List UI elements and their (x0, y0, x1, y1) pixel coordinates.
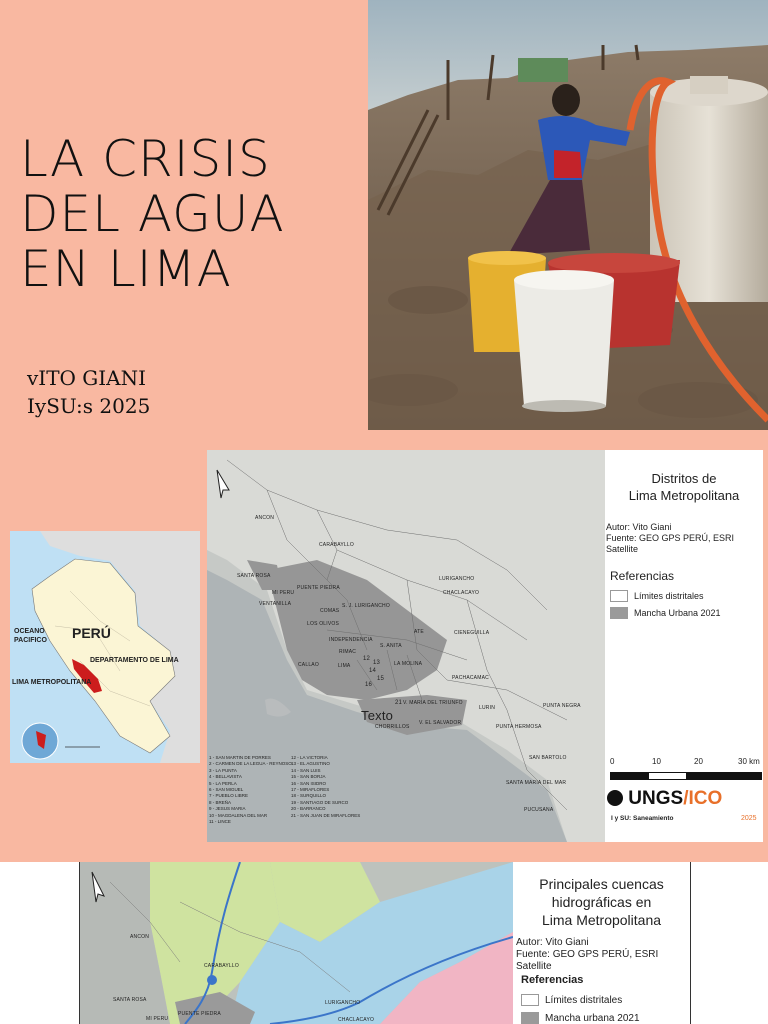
district-label: PUNTA NEGRA (543, 703, 581, 709)
district-label: CIENEGUILLA (454, 630, 490, 636)
district-label: VENTANILLA (259, 601, 292, 607)
district-label: CHACLACAYO (338, 1017, 375, 1023)
district-label: LIMA (338, 663, 351, 669)
cover-photo (368, 0, 768, 430)
district-label: V. MARIA DEL TRIUNFO (403, 700, 463, 706)
logo-mark-icon (607, 790, 623, 806)
district-number: 14 (369, 668, 377, 674)
district-label: LURIN (479, 705, 496, 711)
logo-subtitle: I y SU: Saneamiento (611, 815, 674, 822)
district-label: ANCON (255, 515, 275, 521)
district-list-col1: 1 - SAN MARTIN DE PORRES 2 - CARMEN DE LA LEGUA - REYNOSO 3 - LA PUNTA 4 - BELLAVISTA 5 - LA PERLA 6 - SAN MIGUEL 7 - PUEBLO LIBRE 8 - BREÑA 9 - JESUS MARIA 10 - MAGDALENA DEL MAR 11 - LINCE (209, 755, 292, 825)
district-number: 13 (373, 660, 381, 666)
legend-swatch-boundary (610, 590, 628, 602)
map-author: Autor: Vito Giani (606, 522, 672, 532)
legend-swatch-boundary (521, 994, 539, 1006)
district-label: PACHACAMAC (452, 675, 489, 681)
district-label: MI PERU (146, 1016, 169, 1022)
map2-title-line2: hidrográficas en (551, 894, 652, 910)
district-label: SAN BARTOLO (529, 755, 567, 761)
water-tank-photo (368, 0, 768, 430)
district-label: V. EL SALVADOR (419, 720, 462, 726)
scale-bar-graphic (610, 772, 762, 780)
map2-references-heading: Referencias (521, 974, 584, 986)
legend-item: Límites distritales (521, 993, 690, 1007)
peru-map-graphic (10, 531, 200, 763)
district-label: CALLAO (298, 662, 319, 668)
district-label: LA MOLINA (394, 661, 423, 667)
author-name: vITO GIANI (27, 366, 147, 390)
district-label: CHACLACAYO (443, 590, 480, 596)
district-label: PUENTE PIEDRA (178, 1011, 221, 1017)
basins-map-image (80, 862, 513, 1024)
district-label: RIMAC (339, 649, 357, 655)
legend-swatch-urban (610, 607, 628, 619)
district-list-col2: 12 - LA VICTORIA 13 - EL AGUSTINO 14 - SAN LUIS 15 - SAN BORJA 16 - SAN ISIDRO 17 - MIRAFLORES 18 - SURQUILLO 19 - SANTIAGO DE SURCO 20 - BARRANCO 21 - SAN JUAN DE MIRAFLORES (291, 755, 361, 818)
map2-author: Autor: Vito Giani (516, 937, 589, 948)
map2-title-line1: Principales cuencas (539, 876, 664, 892)
ocean-label-line2: PACIFICO (14, 637, 47, 644)
map2-source: Fuente: GEO GPS PERÚ, ESRI Satellite (516, 949, 659, 972)
map-placeholder-label: Texto (361, 708, 394, 723)
district-number: 21 (395, 700, 403, 706)
district-label: SANTA MARIA DEL MAR (506, 780, 567, 786)
references-heading: Referencias (610, 569, 675, 583)
peru-locator-map (10, 531, 200, 763)
page-title: LA CRISIS DEL AGUA EN LIMA (20, 130, 285, 298)
districts-map-legend: Distritos de Lima Metropolitana Autor: Vito Giani Fuente: GEO GPS PERÚ, ESRI Satellite Referencias Límites distritales Mancha Urbana 2021 0 10 20 30 km UNGS/ICO I y SU: Saneamiento 2025 (605, 450, 763, 842)
district-label: ANCON (130, 934, 150, 940)
district-label: S. ANITA (380, 643, 402, 649)
legend-item: Mancha urbana 2021 (521, 1011, 690, 1024)
district-label: COMAS (320, 608, 340, 614)
basins-map-figure (79, 862, 691, 1024)
map-source: Fuente: GEO GPS PERÚ, ESRI Satellite (606, 533, 735, 554)
district-number: 15 (377, 676, 385, 682)
district-label: PUCUSANA (524, 807, 554, 813)
basins-map-legend (513, 862, 690, 1024)
ungs-ico-logo: UNGS/ICO (607, 788, 761, 810)
district-label: PUENTE PIEDRA (297, 585, 340, 591)
author-course: IySU:s 2025 (27, 394, 151, 418)
department-label: DEPARTAMENTO DE LIMA (90, 657, 179, 664)
district-label: SANTA ROSA (237, 573, 271, 579)
district-number: 16 (365, 682, 373, 688)
districts-map-image (207, 450, 605, 842)
legend-swatch-urban (521, 1012, 539, 1024)
district-label: INDEPENDENCIA (329, 637, 373, 643)
map-title-line1: Distritos de (651, 471, 717, 486)
district-number: 12 (363, 656, 371, 662)
district-label: PUNTA HERMOSA (496, 724, 542, 730)
district-label: LURIGANCHO (439, 576, 475, 582)
metro-label: LIMA METROPOLITANA (12, 679, 92, 686)
district-label: MI PERU (272, 590, 295, 596)
map2-title-line3: Lima Metropolitana (541, 912, 662, 928)
map-title-line2: Lima Metropolitana (628, 488, 740, 503)
country-label: PERÚ (72, 625, 111, 641)
district-label: LOS OLIVOS (307, 621, 340, 627)
district-label: CHORRILLOS (375, 724, 410, 730)
legend-item: Límites distritales (610, 589, 763, 603)
author-block (27, 364, 150, 420)
district-label: SANTA ROSA (113, 997, 147, 1003)
logo-year: 2025 (741, 815, 757, 822)
district-label: CARABAYLLO (319, 542, 354, 548)
district-label: ATE (414, 629, 424, 635)
districts-map-figure (207, 450, 763, 842)
legend-item: Mancha Urbana 2021 (610, 606, 763, 620)
ocean-label-line1: OCEANO (14, 628, 45, 635)
district-label: S. J. LURIGANCHO (342, 603, 390, 609)
district-label: LURIGANCHO (325, 1000, 361, 1006)
district-label: CARABAYLLO (204, 963, 239, 969)
